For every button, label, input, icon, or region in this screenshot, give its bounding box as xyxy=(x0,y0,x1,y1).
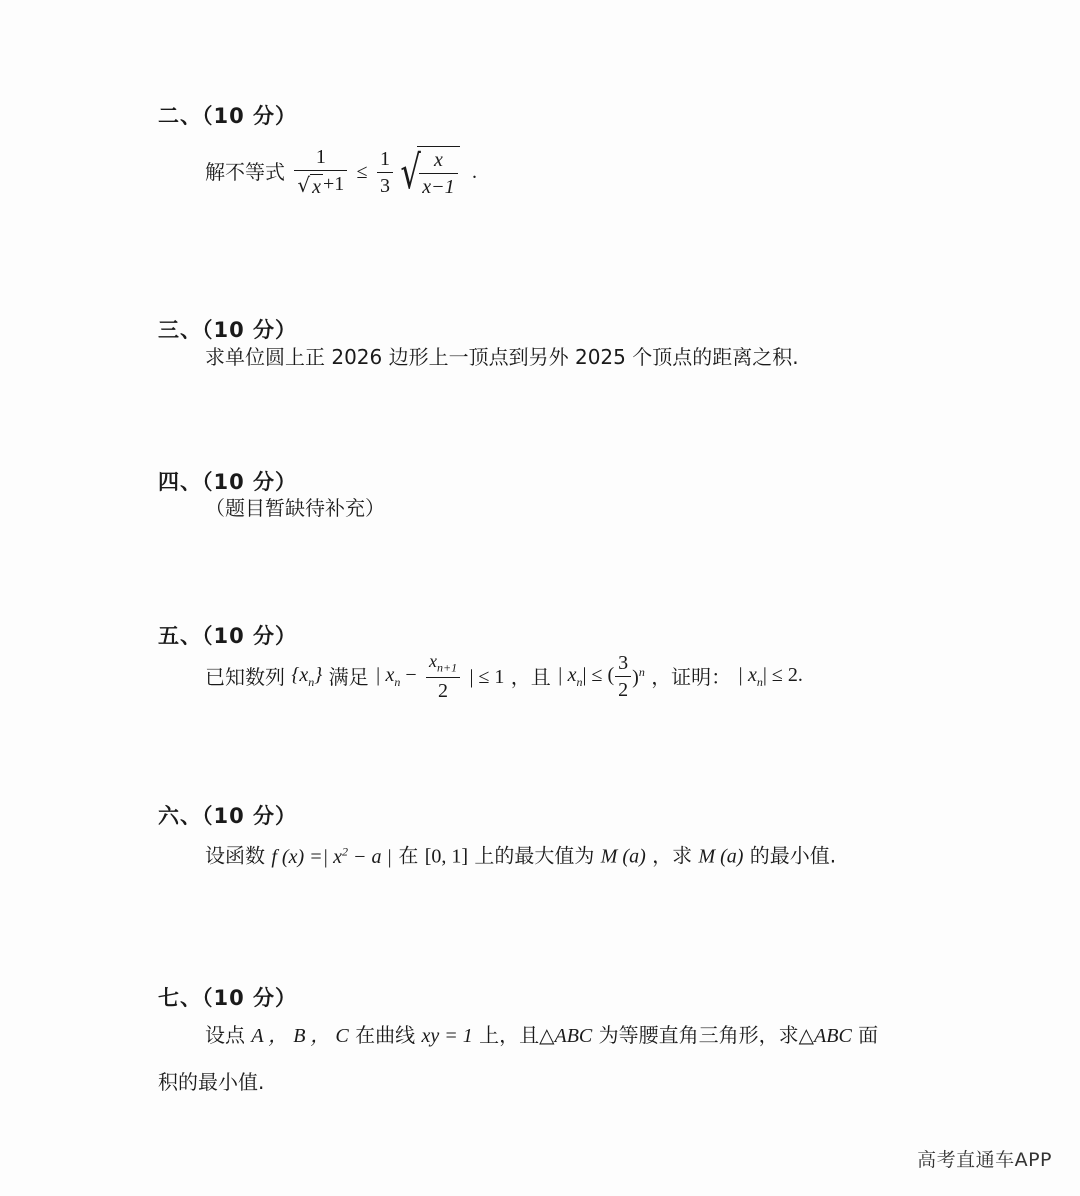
problem-5-frac-3-2: $\frac{3}{2}$ xyxy=(615,652,631,701)
problem-2-leq: ≤ xyxy=(356,161,368,183)
problem-2-lhs-numerator: 1 xyxy=(294,146,347,171)
problem-4-heading: 四、（10 分） xyxy=(158,470,298,494)
problem-2-lhs-fraction xyxy=(294,146,347,197)
watermark-text: 高考直通车APP xyxy=(917,1149,1052,1171)
sqrt-symbol: √ x xyxy=(297,172,321,198)
problem-7-heading: 七、（10 分） xyxy=(158,986,298,1010)
problem-3-text: 求单位圆上正 2026 边形上一顶点到另外 2025 个顶点的距离之积. xyxy=(205,345,799,369)
problem-7-line-1: 设点 A ， B ， C 在曲线 xy = 1 上，且△ABC 为等腰直角三角形，求△ABC 面 xyxy=(205,1023,879,1047)
problem-5-body: 已知数列 $\{x_n\}$ 满足 | $x_n$ − $\frac{x_{n+1}}{2}$ | ≤ 1 ，且 | $x_n|$ ≤ ( $\frac{3}{2}$ )$^n$ ，证明： | $x_n| \le 2$. xyxy=(205,651,803,702)
problem-2-prefix: 解不等式 xyxy=(205,160,285,184)
problem-2-lhs-denominator: √ x +1 xyxy=(297,172,345,198)
big-sqrt-icon: √ xyxy=(400,145,421,199)
problem-6-body: 设函数 f (x) =| $x^2 - a$ | 在 [0, 1] 上的最大值为 M (a) ，求 M (a) 的最小值. xyxy=(205,843,837,868)
problem-6-heading: 六、（10 分） xyxy=(158,804,298,828)
problem-5-heading: 五、（10 分） xyxy=(158,624,298,648)
problem-3-heading: 三、（10 分） xyxy=(158,318,298,342)
problem-4-text: （题目暂缺待补充） xyxy=(205,496,385,520)
problem-6-function: f (x) =| $x^2 - a$ | xyxy=(271,844,392,868)
problem-2-radicand: $\frac{x}{x-1}$ xyxy=(417,146,459,198)
problem-5-fraction: $\frac{x_{n+1}}{2}$ xyxy=(426,652,460,702)
problem-5-sequence: $\{x_n\}$ xyxy=(291,664,323,690)
problem-7-line-2: 积的最小值. xyxy=(158,1070,265,1094)
problem-2-body: 解不等式 $\frac{1}{√ x +1}$ ≤ $\frac{1}{3}$ √ $\frac{x}{x-1}$ . xyxy=(205,145,478,199)
problem-2-coef-fraction: $\frac{1}{3}$ xyxy=(377,148,393,197)
problem-2-heading: 二、（10 分） xyxy=(158,104,298,128)
